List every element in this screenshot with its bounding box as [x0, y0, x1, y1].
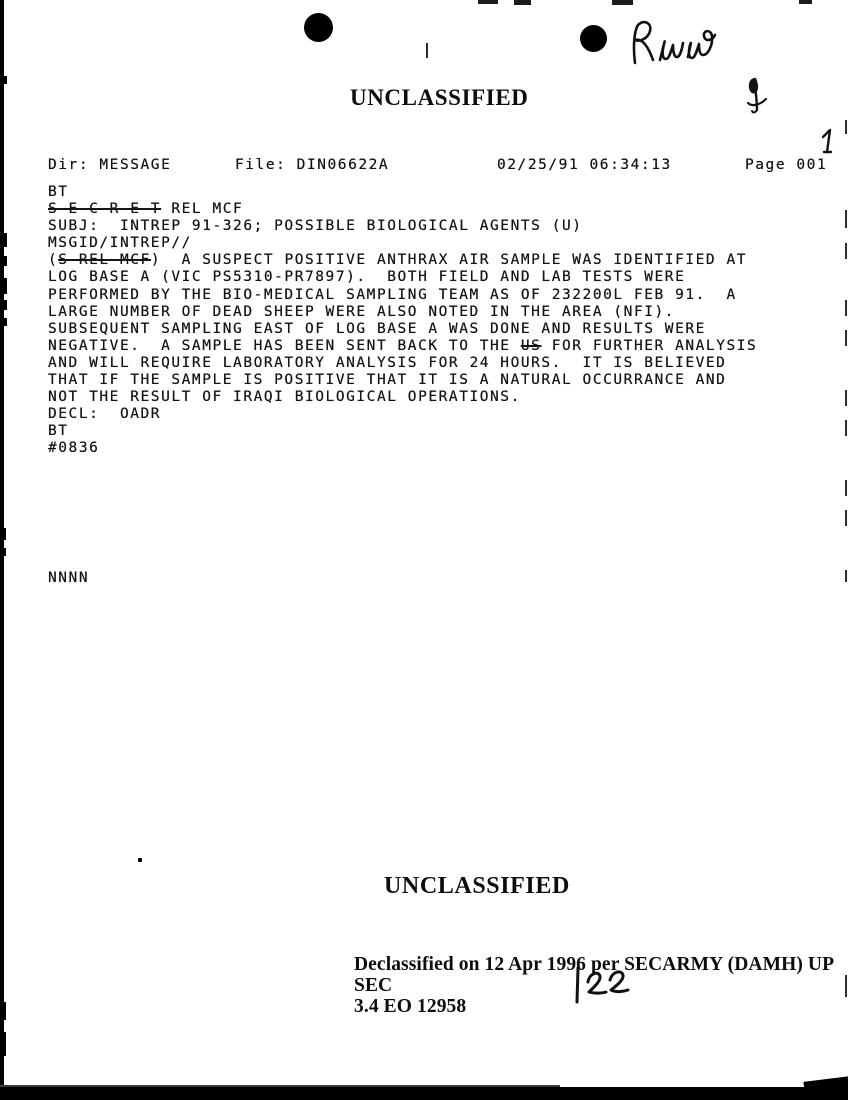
handwritten-page-number-122	[570, 962, 636, 1008]
message-line: (S REL MCF) A SUSPECT POSITIVE ANTHRAX AIR SAMPLE WAS IDENTIFIED AT	[48, 252, 748, 269]
message-line: SUBJ: INTREP 91-326; POSSIBLE BIOLOGICAL AGENTS (U)	[48, 218, 583, 235]
header-file: File: DIN06622A	[235, 157, 390, 173]
scan-edge-dash	[845, 570, 847, 582]
message-line: SUBSEQUENT SAMPLING EAST OF LOG BASE A WAS DONE AND RESULTS WERE	[48, 320, 706, 337]
header-page-number: Page 001	[745, 157, 828, 173]
scan-speck	[138, 858, 142, 862]
classification-banner-top: UNCLASSIFIED	[350, 85, 529, 110]
scan-edge-dash	[845, 120, 847, 134]
stray-mark	[426, 43, 428, 58]
message-line: NOT THE RESULT OF IRAQI BIOLOGICAL OPERATIONS.	[48, 389, 521, 406]
message-line: MSGID/INTREP//	[48, 235, 192, 252]
declassification-line2: 3.4 EO 12958	[354, 996, 467, 1017]
scan-speck	[2, 1032, 6, 1056]
message-line: S E C R E T REL MCF	[48, 201, 244, 218]
scan-fragment-top	[478, 0, 498, 4]
hole-punch-mark-left	[304, 13, 333, 42]
hole-punch-mark-right	[580, 25, 607, 52]
scan-speck	[3, 300, 7, 310]
declassification-line1: Declassified on 12 Apr 1996 per SECARMY (DAMH) UP SEC	[354, 954, 834, 996]
header-dir: Dir: MESSAGE	[48, 157, 172, 173]
message-line: NEGATIVE. A SAMPLE HAS BEEN SENT BACK TO THE US FOR FURTHER ANALYSIS	[48, 337, 758, 354]
message-line: BT	[48, 423, 69, 440]
scan-edge-dash	[845, 210, 847, 228]
classification-banner-bottom: UNCLASSIFIED	[384, 873, 570, 899]
scan-speck	[3, 256, 7, 266]
message-body	[48, 184, 828, 458]
scan-fragment-top	[612, 0, 633, 5]
scan-edge-dash	[845, 510, 847, 526]
scan-fragment-top	[514, 0, 531, 5]
message-line: LARGE NUMBER OF DEAD SHEEP WERE ALSO NOTED IN THE AREA (NFI).	[48, 303, 676, 320]
message-line: THAT IF THE SAMPLE IS POSITIVE THAT IT IS A NATURAL OCCURRANCE AND	[48, 372, 727, 389]
scan-fragment-top	[799, 0, 812, 4]
scan-speck	[4, 318, 7, 326]
end-of-message-marker: NNNN	[48, 570, 90, 586]
scan-edge-dash	[845, 420, 847, 436]
message-line: BT	[48, 184, 69, 200]
scan-edge-dash	[845, 390, 847, 406]
handwritten-initials-rww	[628, 18, 726, 70]
message-line: DECL: OADR	[48, 406, 162, 423]
handwritten-check-scribble	[742, 76, 772, 116]
scan-speck	[3, 528, 6, 540]
scan-speck	[2, 1002, 6, 1020]
scan-edge-dash	[845, 480, 847, 496]
message-line: PERFORMED BY THE BIO-MEDICAL SAMPLING TEAM AS OF 232200L FEB 91. A	[48, 286, 737, 303]
message-line: #0836	[48, 440, 100, 457]
scan-speck	[3, 548, 6, 556]
scan-border-bottom	[0, 1087, 848, 1100]
scan-edge-dash	[845, 330, 847, 346]
scan-edge-dash	[845, 243, 847, 259]
stray-mark-right	[820, 128, 836, 156]
scan-edge-dash	[845, 300, 847, 316]
scan-speck	[3, 233, 7, 247]
message-line: LOG BASE A (VIC PS5310-PR7897). BOTH FIELD AND LAB TESTS WERE	[48, 269, 686, 286]
scan-speck	[3, 278, 7, 294]
message-line: AND WILL REQUIRE LABORATORY ANALYSIS FOR 24 HOURS. IT IS BELIEVED	[48, 354, 727, 371]
scan-speck	[4, 76, 7, 84]
header-timestamp: 02/25/91 06:34:13	[497, 157, 672, 173]
scan-edge-dash	[845, 975, 847, 997]
